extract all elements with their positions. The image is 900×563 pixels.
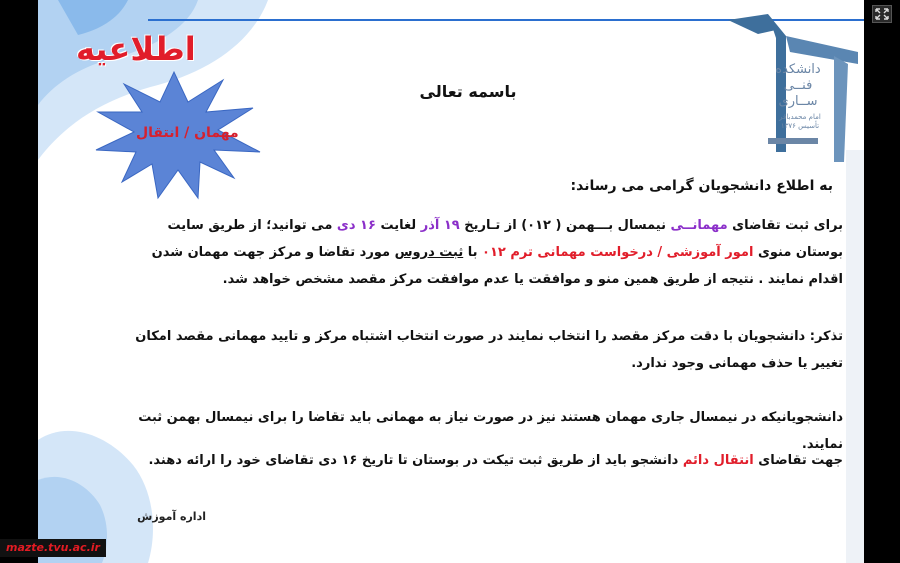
p1-menu-path: امور آموزشی / درخواست مهمانی ترم ۰۱۲ [482, 245, 754, 260]
guest-transfer-badge: مهمان / انتقال [136, 125, 239, 141]
paragraph-guest-request [128, 212, 843, 293]
fullscreen-button[interactable] [872, 5, 892, 23]
p1-part: با [463, 245, 483, 260]
paragraph-note: تذکر: دانشجویان با دقت مرکز مقصد را انتخاب نمایند در صورت انتخاب اشتباه مرکز و تایید مهمانی مقصد امکان تغییر یا حذف مهمانی وجود ندارد. [135, 329, 843, 371]
slide [38, 0, 864, 563]
logo-text [758, 62, 838, 110]
p4-permanent-transfer: انتقال دائم [682, 453, 754, 468]
logo-line-1: دانشکده [775, 62, 821, 77]
p1-date-start: ۱۹ آذر [420, 218, 460, 233]
besm-heading: باسمه تعالی [419, 82, 517, 101]
p1-date-end: ۱۶ دی [336, 218, 376, 233]
p4-part: دانشجو باید از طریق ثبت تیکت در بوستان تا تاریخ ۱۶ دی تقاضای خود را ارائه دهند. [148, 453, 683, 468]
logo-line-2: فنــی [783, 78, 813, 93]
logo-line-3: ســاری [778, 94, 818, 109]
p1-guest: مهمانــی [670, 218, 728, 233]
logo-subtext [760, 113, 840, 131]
announcement-title: اطلاعیه [76, 30, 196, 68]
logo-sub-1: امام محمدباقر [779, 113, 821, 121]
fullscreen-icon [873, 6, 891, 22]
p1-course-register: ثبت دروس [394, 245, 464, 260]
p1-part: مورد تقاضا و مرکز جهت مهمان شدن اقدام نمایند . نتیجه از طریق همین منو و موافقت یا عدم موافقت مرکز مقصد مشخص خواهد شد. [151, 245, 843, 287]
paragraph-permanent-transfer [128, 447, 843, 474]
paragraph-current-guests: دانشجویانیکه در نیمسال جاری مهمان هستند نیز در صورت نیاز به مهمانی باید تقاضا را برای نیمسال بهمن ثبت نمایند. [138, 410, 843, 452]
announcement-heading: به اطلاع دانشجویان گرامی می رساند: [570, 178, 833, 194]
education-office-signature: اداره آموزش [137, 510, 206, 523]
logo-sub-2: تأسیس ۱۳۷۶ [780, 122, 820, 130]
p1-part: برای ثبت تقاضای [727, 218, 843, 233]
p4-part: جهت تقاضای [753, 453, 843, 468]
p1-part: لغایت [375, 218, 421, 233]
p1-part: نیمسال بـــهمن ( ۰۱۲) از تـاریخ [459, 218, 671, 233]
p1-part: می توانید؛ از طریق سایت بوستان منوی [167, 218, 843, 260]
site-watermark: mazte.tvu.ac.ir [0, 539, 106, 557]
